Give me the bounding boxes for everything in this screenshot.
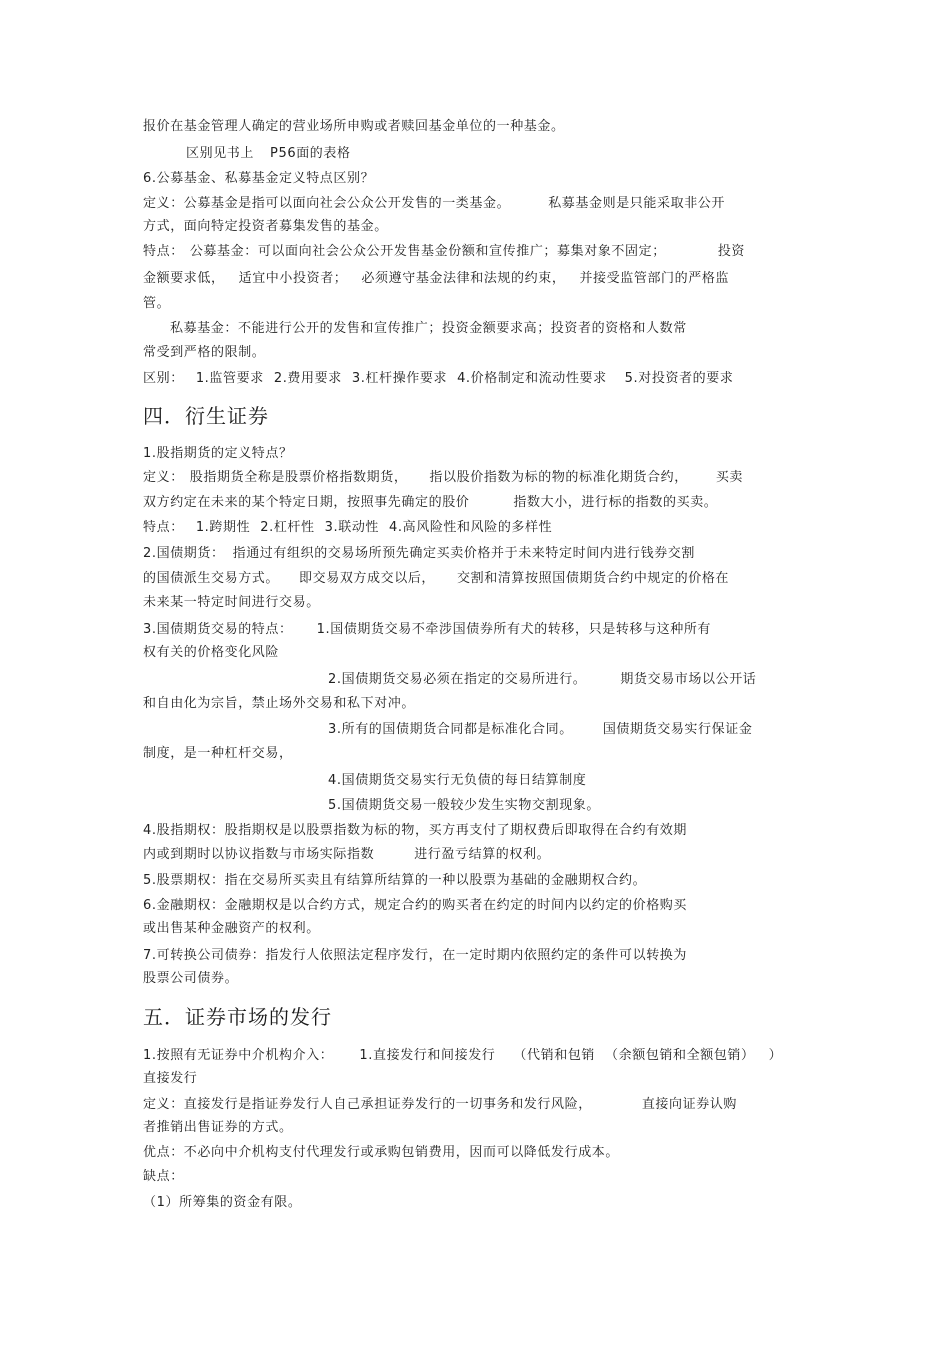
text-line: 制度，是一种杠杆交易， xyxy=(143,746,293,761)
text-line: 4.股指期权：股指期权是以股票指数为标的物，买方再支付了期权费后即取得在合约有效期 xyxy=(143,823,688,838)
text-line: 3.国债期货交易的特点： 1.国债期货交易不牵涉国债券所有犬的转移，只是转移与这种所有 xyxy=(143,622,712,637)
text-line: 双方约定在未来的某个特定日期，按照事先确定的股价 指数大小，进行标的指数的买卖。 xyxy=(143,495,718,510)
text-line: 缺点： xyxy=(143,1169,184,1184)
text-line: 5.国债期货交易一般较少发生实物交割现象。 xyxy=(328,798,601,813)
text-line: 私募基金：不能进行公开的发售和宣传推广；投资金额要求高；投资者的资格和人数常 xyxy=(170,321,687,336)
text-line: 或出售某种金融资产的权利。 xyxy=(143,921,320,936)
text-line: 优点：不必向中介机构支付代理发行或承购包销费用，因而可以降低发行成本。 xyxy=(143,1145,620,1160)
text-line: （1）所筹集的资金有限。 xyxy=(143,1195,302,1210)
text-line: 方式，面向特定投资者募集发售的基金。 xyxy=(143,219,388,234)
text-line: 直接发行 xyxy=(143,1071,198,1086)
text-line: 5.股票期权：指在交易所买卖且有结算所结算的一种以股票为基础的金融期权合约。 xyxy=(143,873,647,888)
text-line: 特点： 公募基金：可以面向社会公众公开发售基金份额和宣传推广；募集对象不固定； 投资 xyxy=(143,244,746,259)
section-heading: 五．证券市场的发行 xyxy=(143,1005,332,1029)
text-line: 2.国债期货交易必须在指定的交易所进行。 期货交易市场以公开话 xyxy=(328,672,757,687)
text-line: 7.可转换公司债券：指发行人依照法定程序发行，在一定时期内依照约定的条件可以转换为 xyxy=(143,948,688,963)
text-line: 区别见书上 P56面的表格 xyxy=(186,146,351,161)
text-line: 管。 xyxy=(143,296,171,311)
text-line: 报价在基金管理人确定的营业场所申购或者赎回基金单位的一种基金。 xyxy=(143,119,565,134)
text-line: 的国债派生交易方式。 即交易双方成交以后， 交割和清算按照国债期货合约中规定的价格在 xyxy=(143,571,730,586)
text-line: 1.股指期货的定义特点？ xyxy=(143,446,293,461)
text-line: 2.国债期货： 指通过有组织的交易场所预先确定买卖价格并于未来特定时间内进行钱券交割 xyxy=(143,546,696,561)
text-line: 股票公司债券。 xyxy=(143,971,239,986)
text-line: 1.按照有无证券中介机构介入： 1.直接发行和间接发行 （代销和包销 （余额包销和全额包销） ） xyxy=(143,1048,783,1063)
text-line: 金额要求低， 适宜中小投资者； 必须遵守基金法律和法规的约束， 并接受监管部门的严格监 xyxy=(143,271,730,286)
section-heading: 四．衍生证券 xyxy=(143,404,269,428)
text-line: 3.所有的国债期货合同都是标准化合同。 国债期货交易实行保证金 xyxy=(328,722,753,737)
text-line: 未来某一特定时间进行交易。 xyxy=(143,595,320,610)
text-line: 者推销出售证券的方式。 xyxy=(143,1120,293,1135)
text-line: 区别： 1.监管要求 2.费用要求 3.杠杆操作要求 4.价格制定和流动性要求 5.对投资者的要求 xyxy=(143,371,734,386)
text-line: 定义：公募基金是指可以面向社会公众公开发售的一类基金。 私募基金则是只能采取非公开 xyxy=(143,196,726,211)
text-line: 权有关的价格变化风险 xyxy=(143,645,280,660)
text-line: 和自由化为宗旨，禁止场外交易和私下对冲。 xyxy=(143,696,416,711)
text-line: 4.国债期货交易实行无负债的每日结算制度 xyxy=(328,773,587,788)
text-line: 常受到严格的限制。 xyxy=(143,345,266,360)
text-line: 内或到期时以协议指数与市场实际指数 进行盈亏结算的权利。 xyxy=(143,847,551,862)
text-line: 6.金融期权：金融期权是以合约方式，规定合约的购买者在约定的时间内以约定的价格购买 xyxy=(143,898,688,913)
text-line: 特点： 1.跨期性 2.杠杆性 3.联动性 4.高风险性和风险的多样性 xyxy=(143,520,553,535)
text-line: 定义： 股指期货全称是股票价格指数期货， 指以股价指数为标的物的标准化期货合约， 买卖 xyxy=(143,470,744,485)
text-line: 6.公募基金、私募基金定义特点区别？ xyxy=(143,171,375,186)
text-line: 定义：直接发行是指证券发行人自己承担证券发行的一切事务和发行风险， 直接向证券认购 xyxy=(143,1097,738,1112)
